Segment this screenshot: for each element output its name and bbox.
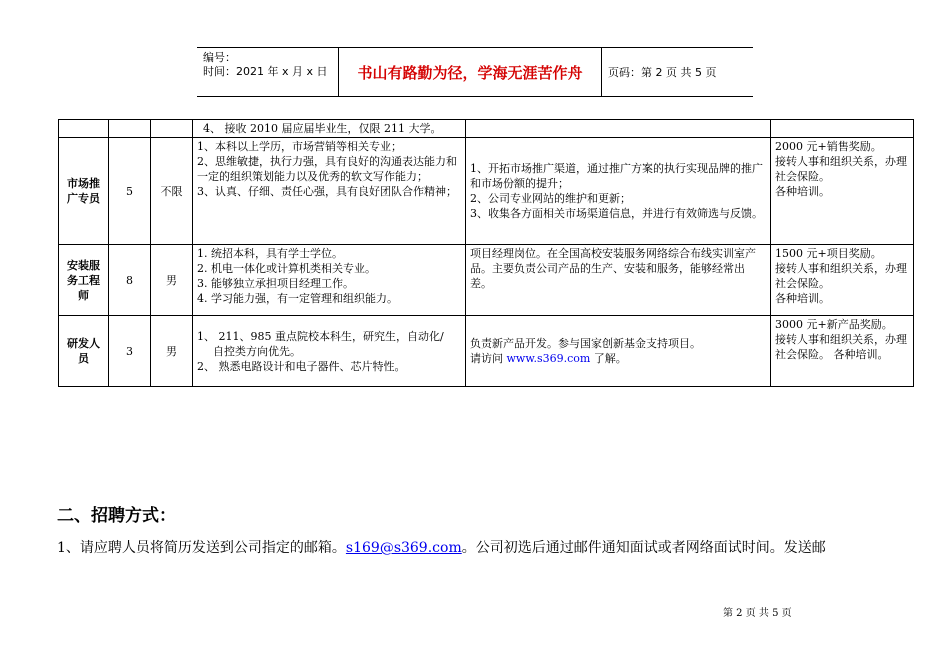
- job-requirements-cell: [193, 138, 466, 245]
- benefit-line: 1500 元+项目奖励。: [775, 247, 882, 260]
- benefit-line: 接转人事和组织关系，办理社会保险。: [775, 262, 907, 290]
- duty-line: 项目经理岗位。在全国高校安装服务网络综合布线实训室产品。主要负责公司产品的生产、安装和服务，能够经常出差。: [470, 247, 756, 290]
- job-requirements-cell: [193, 120, 466, 138]
- header-meta: [197, 48, 339, 96]
- job-count-cell: 8: [109, 245, 151, 316]
- benefit-line: 接转人事和组织关系，办理社会保险。 各种培训。: [775, 333, 907, 361]
- section-title: 二、招聘方式：: [57, 506, 176, 526]
- header-page-label: 页码：第 2 页 共 5 页: [608, 66, 717, 79]
- page-footer: 第 2 页 共 5 页: [723, 608, 792, 619]
- recruitment-paragraph: [57, 537, 917, 557]
- requirement-line: 3、认真、仔细、责任心强，具有良好团队合作精神；: [197, 185, 457, 198]
- job-benefits-cell: [771, 245, 914, 316]
- duty-line: 3、收集各方面相关市场渠道信息，并进行有效筛选与反馈。: [470, 207, 763, 220]
- visit-prefix: 请访问: [470, 352, 507, 365]
- job-duties-cell: [466, 120, 771, 138]
- job-title-cell: 市场推广专员: [59, 138, 109, 245]
- job-gender-cell: 男: [151, 245, 193, 316]
- job-gender-cell: 不限: [151, 138, 193, 245]
- duty-line: 2、公司专业网站的维护和更新；: [470, 192, 631, 205]
- requirement-line: 自控类方向优先。: [213, 344, 301, 358]
- requirement-line: 2. 机电一体化或计算机类相关专业。: [197, 262, 376, 275]
- requirement-line: 2、思维敏捷，执行力强，具有良好的沟通表达能力和一定的组织策划能力以及优秀的软文写作能力；: [197, 155, 457, 183]
- table-row: [59, 120, 914, 138]
- requirement-line: 4. 学习能力强，有一定管理和组织能力。: [197, 292, 398, 305]
- table-row: [59, 245, 914, 316]
- requirement-line: 1、 211、985 重点院校本科生，研究生，自动化/: [197, 329, 444, 343]
- table-row: [59, 316, 914, 387]
- job-count-cell: 3: [109, 316, 151, 387]
- page-header: [197, 47, 753, 97]
- job-gender-cell: 男: [151, 316, 193, 387]
- requirement-line: 1、本科以上学历，市场营销等相关专业；: [197, 140, 402, 153]
- job-title-cell: 研发人员: [59, 316, 109, 387]
- job-count-cell: [109, 120, 151, 138]
- paragraph-prefix: 1、请应聘人员将简历发送到公司指定的邮箱。: [57, 540, 346, 556]
- job-duties-cell: [466, 138, 771, 245]
- header-motto: 书山有路勤为径，学海无涯苦作舟: [339, 48, 602, 96]
- job-benefits-cell: [771, 138, 914, 245]
- job-count-cell: 5: [109, 138, 151, 245]
- benefit-line: 3000 元+新产品奖励。: [775, 318, 893, 331]
- job-benefits-cell: [771, 120, 914, 138]
- requirement-line: 2、 熟悉电路设计和电子器件、芯片特性。: [197, 359, 406, 373]
- email-link[interactable]: s169@s369.com: [345, 540, 462, 556]
- job-title-cell: 安装服务工程师: [59, 245, 109, 316]
- benefit-line: 各种培训。: [775, 292, 830, 305]
- job-gender-cell: [151, 120, 193, 138]
- job-requirements-cell: [193, 245, 466, 316]
- job-duties-cell: [466, 245, 771, 316]
- job-benefits-cell: [771, 316, 914, 387]
- header-time-label: 时间：2021 年 x 月 x 日: [203, 65, 328, 78]
- duty-line: [470, 351, 766, 366]
- benefit-line: 各种培训。: [775, 185, 830, 198]
- requirement-line: 4、 接收 2010 届应届毕业生，仅限 211 大学。: [203, 122, 442, 135]
- visit-suffix: 了解。: [590, 352, 627, 365]
- paragraph-suffix: 。公司初选后通过邮件通知面试或者网络面试时间。发送邮: [461, 540, 826, 556]
- website-link[interactable]: www.s369.com: [506, 352, 591, 365]
- requirement-line: 3. 能够独立承担项目经理工作。: [197, 277, 354, 290]
- job-table: [58, 119, 914, 387]
- requirement-line: 1. 统招本科，具有学士学位。: [197, 247, 343, 260]
- table-row: [59, 138, 914, 245]
- header-number-label: 编号：: [203, 51, 236, 64]
- benefit-line: 2000 元+销售奖励。: [775, 140, 882, 153]
- job-requirements-cell: [193, 316, 466, 387]
- job-title-cell: [59, 120, 109, 138]
- benefit-line: 接转人事和组织关系，办理社会保险。: [775, 155, 907, 183]
- duty-line: 负责新产品开发。参与国家创新基金支持项目。: [470, 337, 701, 350]
- job-duties-cell: [466, 316, 771, 387]
- duty-line: 1、开拓市场推广渠道，通过推广方案的执行实现品牌的推广和市场份额的提升；: [470, 162, 763, 190]
